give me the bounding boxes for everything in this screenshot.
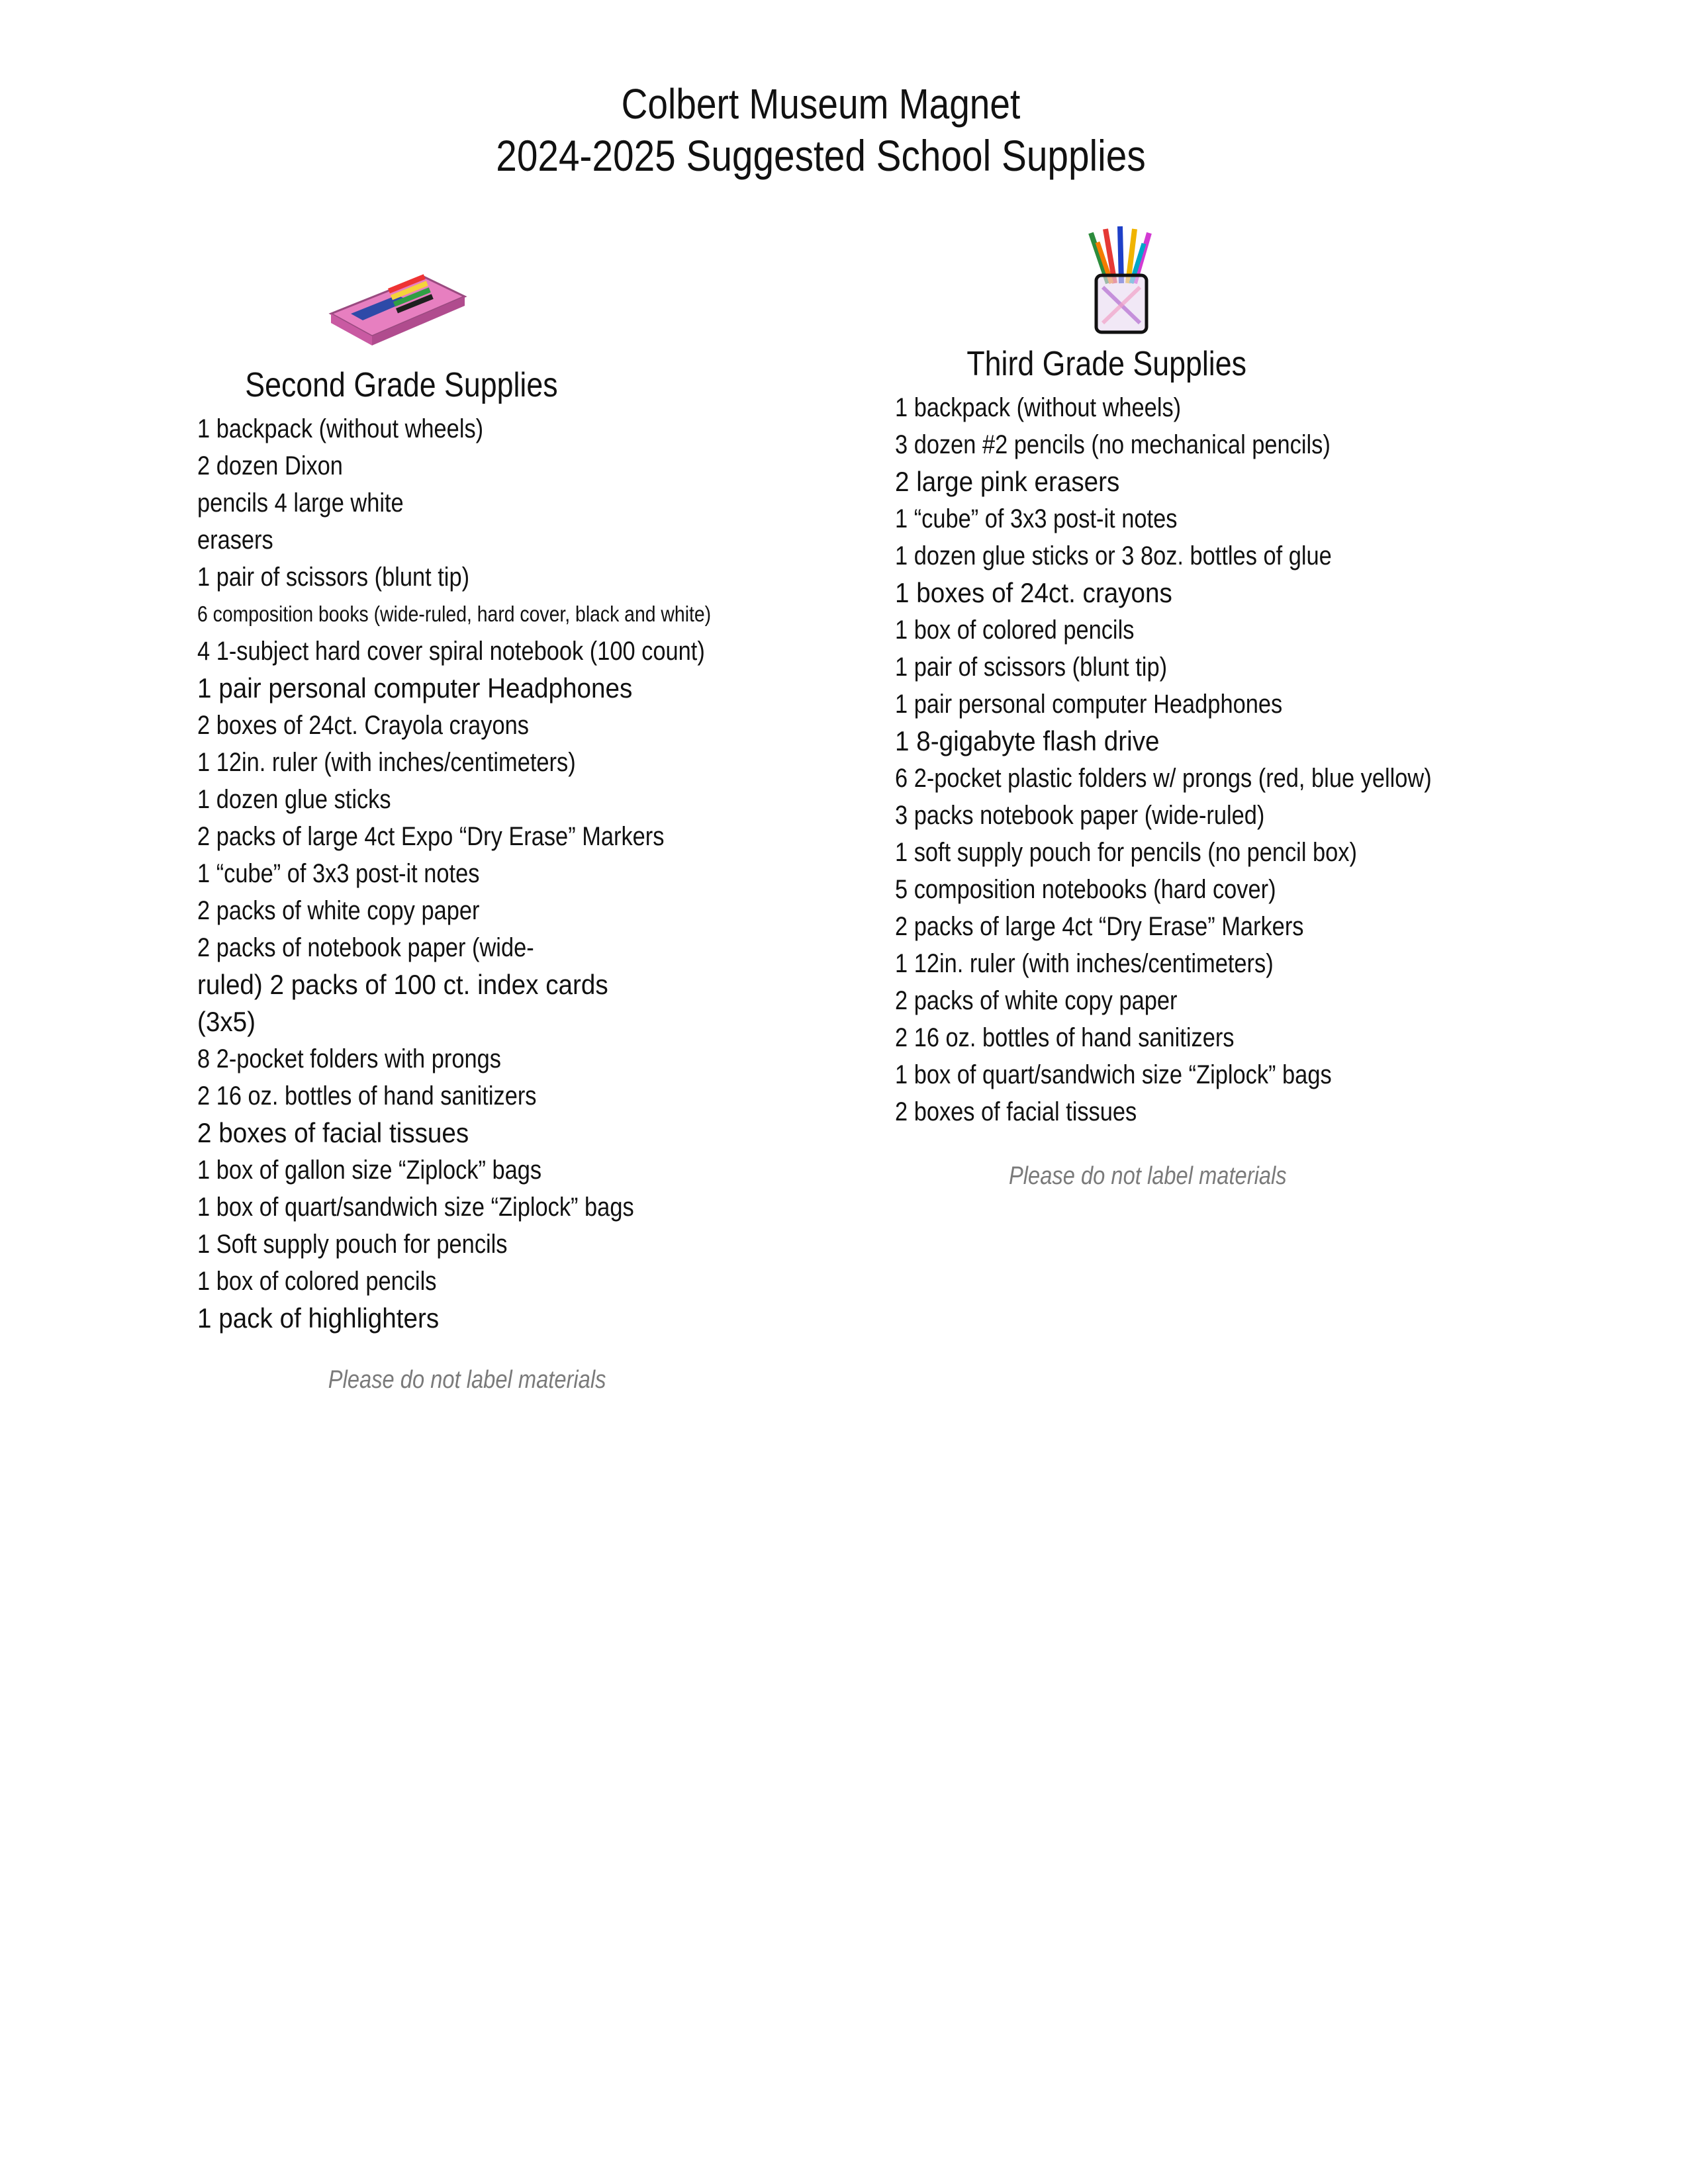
list-item: 1 12in. ruler (with inches/centimeters): [895, 949, 1274, 978]
list-item: 1 soft supply pouch for pencils (no pencil box): [895, 838, 1357, 867]
list-item: erasers: [197, 525, 273, 555]
document-title: 2024-2025 Suggested School Supplies: [496, 131, 1146, 180]
list-item: 1 backpack (without wheels): [895, 393, 1182, 422]
list-item: ruled) 2 packs of 100 ct. index cards: [197, 969, 608, 1000]
list-item: 1 box of gallon size “Ziplock” bags: [197, 1156, 542, 1185]
list-item: (3x5): [197, 1006, 256, 1037]
second-grade-heading: Second Grade Supplies: [245, 366, 558, 404]
list-item: 1 boxes of 24ct. crayons: [895, 577, 1172, 608]
list-item: 1 dozen glue sticks: [197, 785, 391, 814]
pencil-box-icon: [324, 262, 470, 355]
list-item: 2 boxes of facial tissues: [197, 1117, 469, 1148]
list-item: 1 dozen glue sticks or 3 8oz. bottles of glue: [895, 541, 1332, 570]
list-item: 4 1-subject hard cover spiral notebook (100 count): [197, 637, 705, 666]
third-grade-list: [895, 389, 1544, 1130]
pencil-cup-icon: [1082, 224, 1161, 336]
list-item: 2 16 oz. bottles of hand sanitizers: [895, 1023, 1235, 1052]
list-item: 1 Soft supply pouch for pencils: [197, 1230, 508, 1259]
list-item: 6 2-pocket plastic folders w/ prongs (red, blue yellow): [895, 764, 1432, 793]
second-grade-note: Please do not label materials: [328, 1366, 606, 1394]
list-item: 2 packs of large 4ct Expo “Dry Erase” Markers: [197, 822, 665, 851]
document-header: [0, 78, 1642, 181]
list-item: 2 boxes of 24ct. Crayola crayons: [197, 711, 529, 740]
second-grade-section: [197, 364, 793, 1396]
list-item: 1 pair of scissors (blunt tip): [895, 653, 1168, 682]
list-item: 6 composition books (wide-ruled, hard cover, black and white): [197, 602, 712, 626]
list-item: 2 packs of notebook paper (wide-: [197, 933, 534, 962]
list-item: 1 box of quart/sandwich size “Ziplock” bags: [895, 1060, 1332, 1089]
list-item: 1 8-gigabyte flash drive: [895, 725, 1160, 756]
list-item: 1 pair personal computer Headphones: [197, 672, 633, 704]
list-item: pencils 4 large white: [197, 488, 404, 518]
third-grade-heading: Third Grade Supplies: [966, 345, 1246, 383]
list-item: 2 packs of white copy paper: [197, 896, 480, 925]
list-item: 2 dozen Dixon: [197, 451, 343, 480]
list-item: 8 2-pocket folders with prongs: [197, 1044, 501, 1073]
list-item: 2 boxes of facial tissues: [895, 1097, 1137, 1126]
list-item: 1 pack of highlighters: [197, 1302, 440, 1334]
list-item: 1 pair personal computer Headphones: [895, 690, 1283, 719]
list-item: 1 12in. ruler (with inches/centimeters): [197, 748, 576, 777]
list-item: 1 backpack (without wheels): [197, 414, 484, 443]
list-item: 1 box of colored pencils: [197, 1267, 437, 1296]
list-item: 1 box of quart/sandwich size “Ziplock” bags: [197, 1193, 634, 1222]
list-item: 1 “cube” of 3x3 post-it notes: [895, 504, 1178, 533]
list-item: 2 packs of large 4ct “Dry Erase” Markers: [895, 912, 1304, 941]
list-item: 2 packs of white copy paper: [895, 986, 1178, 1015]
list-item: 2 large pink erasers: [895, 466, 1120, 497]
list-item: 1 pair of scissors (blunt tip): [197, 563, 470, 592]
list-item: 3 packs notebook paper (wide-ruled): [895, 801, 1265, 830]
third-grade-note: Please do not label materials: [1009, 1162, 1287, 1190]
list-item: 5 composition notebooks (hard cover): [895, 875, 1276, 904]
list-item: 3 dozen #2 pencils (no mechanical pencils): [895, 430, 1331, 459]
list-item: 2 16 oz. bottles of hand sanitizers: [197, 1081, 537, 1111]
list-item: 1 box of colored pencils: [895, 615, 1135, 645]
third-grade-section: [895, 343, 1544, 1193]
second-grade-list: [197, 410, 793, 1337]
list-item: 1 “cube” of 3x3 post-it notes: [197, 859, 480, 888]
school-name: Colbert Museum Magnet: [621, 80, 1021, 128]
